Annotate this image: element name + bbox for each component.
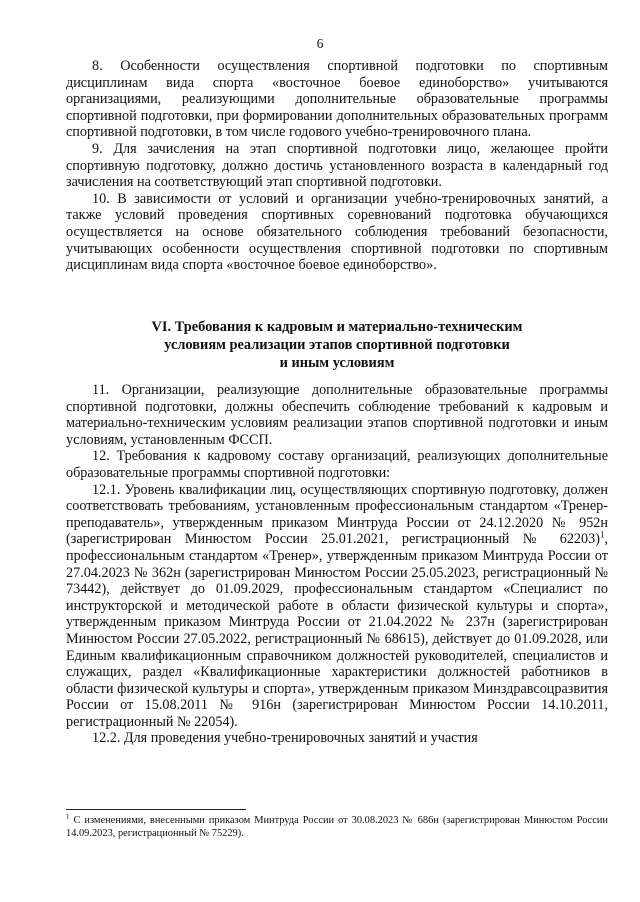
paragraph-10: 10. В зависимости от условий и организации учебно-тренировочных занятий, а также условий проведения спортивных соревнований подготовка обучающихся осуществляется на основе обязательного соблюдения требований безопасности, учитывающих особенности осуществления спортивной подготовки по спортивным дисциплинам вида спорта «восточное боевое единоборство». xyxy=(66,190,608,274)
heading-line: условиям реализации этапов спортивной подготовки xyxy=(164,337,510,353)
body-bottom xyxy=(66,382,608,747)
heading-line: и иным условиям xyxy=(279,355,395,371)
page-number: 6 xyxy=(316,36,324,51)
footnote-number: 1 xyxy=(66,812,70,821)
footnote xyxy=(66,814,608,840)
footnote-divider xyxy=(66,809,246,810)
paragraph-12: 12. Требования к кадровому составу организаций, реализующих дополнительные образовательные программы спортивной подготовки: xyxy=(66,448,608,481)
paragraph-12-2: 12.2. Для проведения учебно-тренировочных занятий и участия xyxy=(92,730,478,747)
body-top xyxy=(66,58,608,274)
paragraph-8: 8. Особенности осуществления спортивной подготовки по спортивным дисциплинам вида спорта «восточное боевое единоборство» учитываются организациями, реализующими дополнительные образовательные программы спортивной подготовки, при формировании дополнительных образовательных программ спортивной подготовки, в том числе годового учебно-тренировочного плана. xyxy=(66,58,608,141)
footnote-text: С изменениями, внесенными приказом Минтруда России от 30.08.2023 № 686н (зарегистрирован Минюстом России 14.09.2023, регистрационный № 75229). xyxy=(66,815,608,839)
section-heading xyxy=(66,318,608,372)
heading-line: VI. Требования к кадровым и материально-техническим xyxy=(151,319,523,335)
footnote-reference: 1 xyxy=(599,529,605,540)
paragraph-12-1-part-a: 12.1. Уровень квалификации лиц, осуществляющих спортивную подготовку, должен соответствовать требованиям, установленным профессиональным стандартом «Тренер-преподаватель», утвержденным приказом Минтруда России от 24.12.2020 № 952н (зарегистрирован Минюстом России 25.01.2021, регистрационный № 62203) xyxy=(66,481,608,548)
paragraph-12-1 xyxy=(66,482,608,731)
paragraph-11: 11. Организации, реализующие дополнительные образовательные программы спортивной подготовки, должны обеспечить соблюдение требований к кадровым и материально-техническим условиям реализации этапов спортивной подготовки и иным условиям, установленным ФССП. xyxy=(66,382,608,448)
paragraph-12-1-part-b: , профессиональным стандартом «Тренер», утвержденным приказом Минтруда России от 27.04.2023 № 362н (зарегистрирован Минюстом России 25.05.2023, регистрационный № 73442), действует до 01.09.2029, профессиональным стандартом «Специалист по инструкторской и методической работе в области физической культуры и спорта», утвержденным приказом Минтруда России от 21.04.2022 № 237н (зарегистрирован Минюстом России 27.05.2022, регистрационный № 68615), действует до 01.09.2028, или Единым квалификационным справочником должностей руководителей, специалистов и служащих, раздел «Квалификационные характеристики должностей работников в области физической культуры и спорта», утвержденным приказом Минздравсоцразвития России от 15.08.2011 № 916н (зарегистрирован Минюстом России 14.10.2011, регистрационный № 22054). xyxy=(66,531,608,730)
paragraph-9: 9. Для зачисления на этап спортивной подготовки лицо, желающее пройти спортивную подготовку, должно достичь установленного возраста в календарный год зачисления на соответствующий этап спортивной подготовки. xyxy=(66,140,608,191)
